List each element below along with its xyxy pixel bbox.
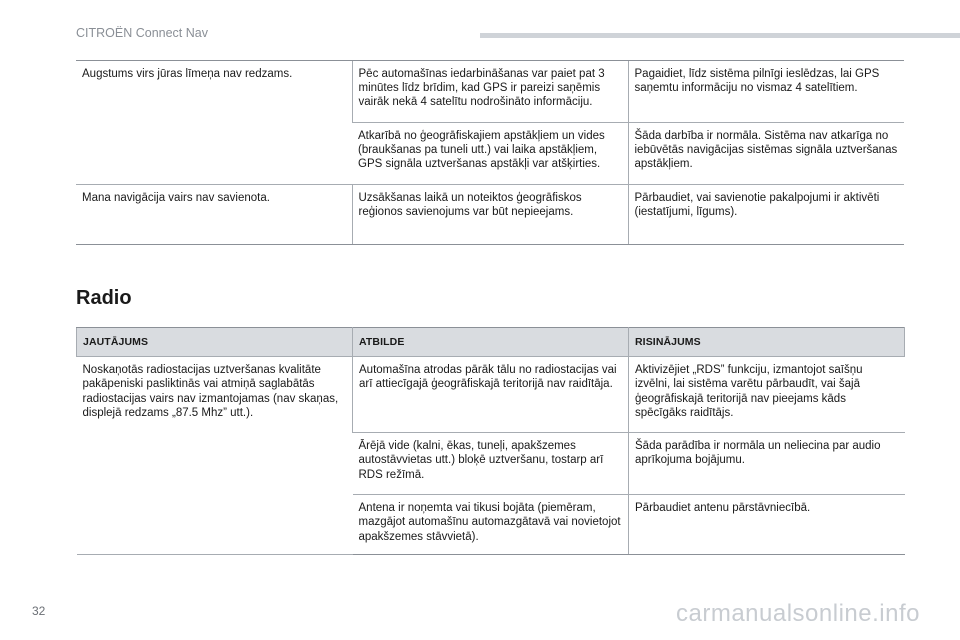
table-row <box>77 357 905 433</box>
question-cell: Mana navigācija vairs nav savienota. <box>76 185 352 245</box>
solution-cell: Pārbaudiet, vai savienotie pakalpojumi ir aktivēti (iestatījumi, līgums). <box>628 185 904 245</box>
page-number: 32 <box>32 604 46 618</box>
answer-cell: Pēc automašīnas iedarbināšanas var paiet pat 3 minūtes līdz brīdim, kad GPS ir pareizi saņēmis vairāk nekā 4 satelītu nodrošināto informāciju. <box>352 61 628 123</box>
answer-cell: Uzsākšanas laikā un noteiktos ģeogrāfiskos reģionos savienojums var būt nepieejams. <box>352 185 628 245</box>
question-cell: Augstums virs jūras līmeņa nav redzams. <box>76 61 352 185</box>
question-cell: Noskaņotās radiostacijas uztveršanas kvalitāte pakāpeniski pasliktinās vai atmiņā saglabātās radiostacijas vairs nav izmantojamas (nav skaņas, displejā redzams „87.5 Mhz” utt.). <box>77 357 353 555</box>
solution-cell: Aktivizējiet „RDS” funkciju, izmantojot saīšņu izvēlni, lai sistēma varētu pārbaudīt, vai šajā ģeogrāfiskajā teritorijā nav pieejams kāds spēcīgāks raidītājs. <box>629 357 905 433</box>
watermark: carmanualsonline.info <box>676 600 920 627</box>
section-title: Radio <box>76 287 132 309</box>
table-row <box>76 61 904 123</box>
document-header-title: CITROËN Connect Nav <box>76 26 208 40</box>
navigation-troubleshooting-table <box>76 60 904 245</box>
answer-cell: Antena ir noņemta vai tikusi bojāta (piemēram, mazgājot automašīnu automazgātavā vai novietojot apakšzemes stāvvietā). <box>353 495 629 555</box>
column-header-question: JAUTĀJUMS <box>77 328 353 357</box>
column-header-answer: ATBILDE <box>353 328 629 357</box>
solution-cell: Šāda darbība ir normāla. Sistēma nav atkarīga no iebūvētās navigācijas sistēmas signāla uztveršanas apstākļiem. <box>628 123 904 185</box>
table-row <box>76 185 904 245</box>
solution-cell: Pagaidiet, līdz sistēma pilnīgi ieslēdzas, lai GPS saņemtu informāciju no vismaz 4 satelītiem. <box>628 61 904 123</box>
answer-cell: Automašīna atrodas pārāk tālu no radiostacijas vai arī attiecīgajā ģeogrāfiskajā teritorijā nav raidītāja. <box>353 357 629 433</box>
answer-cell: Atkarībā no ģeogrāfiskajiem apstākļiem un vides (braukšanas pa tuneli utt.) vai laika apstākļiem, GPS signāla uztveršanas apstākļi var atšķirties. <box>352 123 628 185</box>
header-bar <box>480 33 960 38</box>
table-header-row <box>77 328 905 357</box>
radio-troubleshooting-table <box>76 327 905 555</box>
solution-cell: Šāda parādība ir normāla un neliecina par audio aprīkojuma bojājumu. <box>629 433 905 495</box>
answer-cell: Ārējā vide (kalni, ēkas, tuneļi, apakšzemes autostāvvietas utt.) bloķē uztveršanu, tostarp arī RDS režīmā. <box>353 433 629 495</box>
solution-cell: Pārbaudiet antenu pārstāvniecībā. <box>629 495 905 555</box>
column-header-solution: RISINĀJUMS <box>629 328 905 357</box>
